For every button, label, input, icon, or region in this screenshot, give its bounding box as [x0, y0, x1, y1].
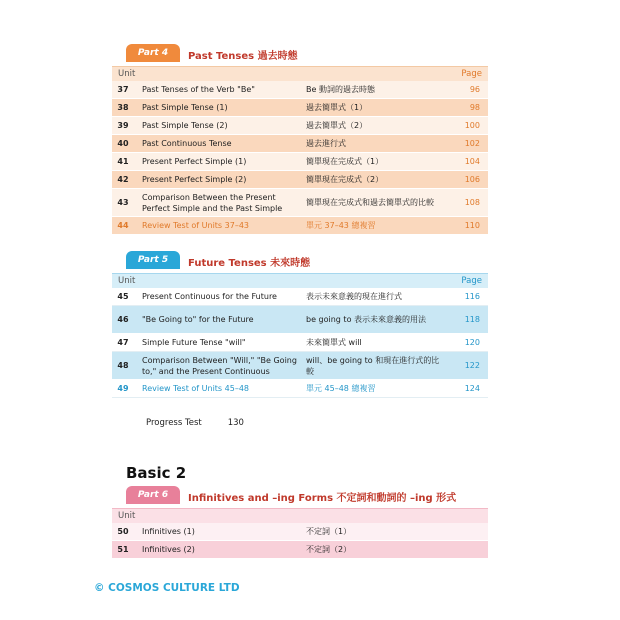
unit-title-en: Comparison Between "Will," "Be Going to," and the Present Continuous — [142, 355, 297, 376]
unit-title-zh: 簡單現在完成式（2） — [306, 175, 384, 184]
table-row[interactable] — [112, 523, 488, 541]
unit-number: 41 — [117, 157, 129, 166]
unit-page: 102 — [464, 139, 480, 148]
unit-title-zh: will、be going to 和現在進行式的比較 — [306, 355, 440, 376]
table-row[interactable] — [112, 153, 488, 171]
copyright-notice: © COSMOS CULTURE LTD — [94, 582, 240, 594]
unit-number: 43 — [117, 198, 129, 207]
unit-number: 39 — [117, 121, 129, 130]
unit-title-zh: Be 動詞的過去時態 — [306, 85, 375, 94]
part-6-title: Infinitives and –ing Forms 不定詞和動詞的 –ing 形式 — [188, 493, 457, 504]
unit-title-zh: 過去簡單式（2） — [306, 121, 368, 130]
unit-title-en: Past Continuous Tense — [142, 139, 232, 148]
unit-title-zh: 簡單現在完成式和過去簡單式的比較 — [306, 198, 434, 207]
unit-title-zh: 不定詞（1） — [306, 527, 352, 536]
unit-number: 49 — [117, 384, 129, 393]
unit-page: 124 — [464, 384, 480, 393]
unit-page: 118 — [464, 315, 480, 324]
table-row[interactable] — [112, 81, 488, 99]
unit-title-zh: 不定詞（2） — [306, 545, 352, 554]
unit-page: 98 — [469, 103, 480, 112]
table-row[interactable] — [112, 352, 488, 380]
unit-page: 108 — [464, 198, 480, 207]
unit-page: 100 — [464, 121, 480, 130]
table-row[interactable] — [112, 135, 488, 153]
unit-title-zh: 過去簡單式（1） — [306, 103, 368, 112]
table-row-review[interactable] — [112, 217, 488, 235]
unit-number: 51 — [117, 545, 129, 554]
unit-title-en: Present Perfect Simple (2) — [142, 175, 247, 184]
table-row-review[interactable] — [112, 380, 488, 398]
unit-title-en: Review Test of Units 45–48 — [142, 384, 249, 393]
unit-title-en: Infinitives (1) — [142, 527, 195, 536]
table-row[interactable] — [112, 189, 488, 217]
part-6-column-header — [112, 508, 488, 523]
unit-title-zh: 單元 37–43 總複習 — [306, 221, 376, 230]
unit-number: 38 — [117, 103, 129, 112]
unit-number: 37 — [117, 85, 129, 94]
part-4-tab: Part 4 — [126, 44, 180, 62]
unit-title-en: Present Perfect Simple (1) — [142, 157, 247, 166]
unit-title-en: Present Continuous for the Future — [142, 292, 277, 301]
part-5-tab: Part 5 — [126, 251, 180, 269]
unit-label: Unit — [118, 511, 136, 521]
unit-number: 40 — [117, 139, 129, 148]
part-4-column-header — [112, 66, 488, 81]
page-label: Page — [461, 276, 482, 286]
part-4-title: Past Tenses 過去時態 — [188, 51, 298, 62]
table-row[interactable] — [112, 99, 488, 117]
part-6-tab: Part 6 — [126, 486, 180, 504]
unit-label: Unit — [118, 69, 136, 79]
unit-title-en: Review Test of Units 37–43 — [142, 221, 249, 230]
unit-page: 96 — [469, 85, 480, 94]
unit-title-zh: 未來簡單式 will — [306, 338, 362, 347]
unit-number: 45 — [117, 292, 129, 301]
part-6-header — [112, 486, 488, 508]
unit-title-zh: 簡單現在完成式（1） — [306, 157, 384, 166]
basic-2-heading: Basic 2 — [126, 464, 187, 482]
part-4-header — [112, 44, 488, 66]
unit-title-en: Infinitives (2) — [142, 545, 195, 554]
table-row[interactable] — [112, 541, 488, 559]
unit-number: 44 — [117, 221, 129, 230]
progress-test-label: Progress Test — [146, 418, 202, 428]
table-row[interactable] — [112, 171, 488, 189]
unit-title-zh: 過去進行式 — [306, 139, 346, 148]
progress-test-entry[interactable] — [146, 418, 244, 428]
unit-title-en: "Be Going to" for the Future — [142, 315, 254, 324]
unit-number: 48 — [117, 361, 129, 370]
unit-title-zh: be going to 表示未來意義的用法 — [306, 315, 427, 324]
part-4-section — [112, 44, 488, 235]
unit-number: 47 — [117, 338, 129, 347]
unit-title-zh: 表示未來意義的現在進行式 — [306, 292, 402, 301]
unit-number: 50 — [117, 527, 129, 536]
unit-page: 104 — [464, 157, 480, 166]
page-label: Page — [461, 69, 482, 79]
unit-page: 120 — [464, 338, 480, 347]
unit-title-en: Past Simple Tense (1) — [142, 103, 228, 112]
unit-page: 106 — [464, 175, 480, 184]
table-row[interactable] — [112, 306, 488, 334]
unit-number: 46 — [117, 315, 129, 324]
unit-page: 122 — [464, 361, 480, 370]
unit-page: 110 — [464, 221, 480, 230]
table-row[interactable] — [112, 334, 488, 352]
unit-title-en: Past Tenses of the Verb "Be" — [142, 85, 255, 94]
unit-label: Unit — [118, 276, 136, 286]
unit-title-en: Simple Future Tense "will" — [142, 338, 246, 347]
table-row[interactable] — [112, 288, 488, 306]
unit-title-en: Comparison Between the Present Perfect Simple and the Past Simple — [142, 192, 283, 213]
unit-title-en: Past Simple Tense (2) — [142, 121, 228, 130]
part-5-column-header — [112, 273, 488, 288]
part-5-section — [112, 251, 488, 398]
part-5-title: Future Tenses 未來時態 — [188, 258, 311, 269]
unit-page: 116 — [464, 292, 480, 301]
progress-test-page: 130 — [227, 418, 244, 428]
table-row[interactable] — [112, 117, 488, 135]
part-6-section — [112, 486, 488, 559]
unit-number: 42 — [117, 175, 129, 184]
unit-title-zh: 單元 45–48 總複習 — [306, 384, 376, 393]
part-5-header — [112, 251, 488, 273]
